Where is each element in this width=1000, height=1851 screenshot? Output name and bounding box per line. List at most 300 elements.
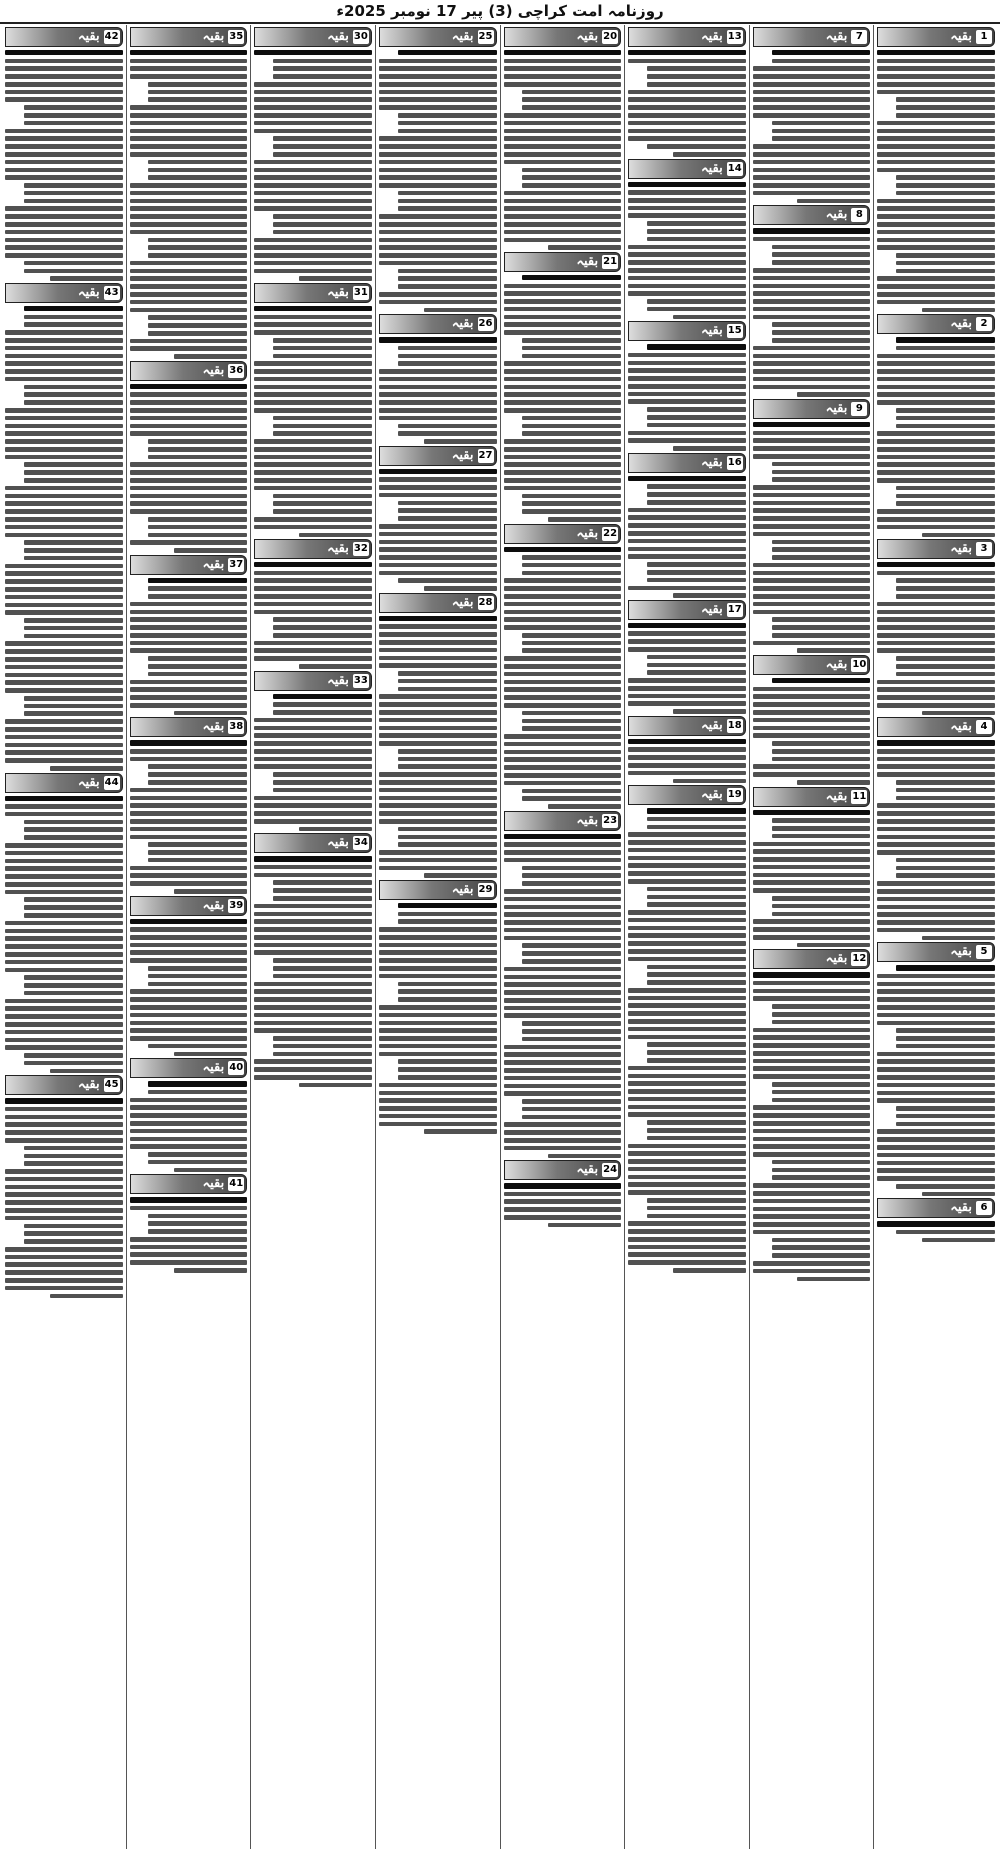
text-line [772, 477, 871, 482]
text-line [379, 966, 497, 971]
story-text [877, 965, 995, 1196]
text-line [130, 1197, 248, 1202]
text-line [5, 688, 123, 693]
text-line [379, 624, 497, 629]
text-line [254, 919, 372, 924]
story-brand: بقیہ [202, 29, 225, 44]
text-line [5, 424, 123, 429]
text-line [753, 1113, 871, 1118]
text-line [753, 524, 871, 529]
text-line [896, 113, 995, 118]
text-line [753, 377, 871, 382]
text-line [5, 338, 123, 343]
text-line [628, 276, 746, 281]
text-line [504, 742, 622, 747]
text-line [628, 190, 746, 195]
text-line [273, 966, 372, 971]
text-line [628, 376, 746, 381]
text-line [772, 338, 871, 343]
story-number: 35 [229, 31, 244, 42]
text-line [753, 842, 871, 847]
text-line [5, 168, 123, 173]
text-line [647, 578, 746, 583]
text-line [877, 214, 995, 219]
text-line [5, 136, 123, 141]
text-line [628, 941, 746, 946]
text-line [273, 338, 372, 343]
text-line [24, 634, 123, 639]
text-line [877, 509, 995, 514]
text-line [504, 152, 622, 157]
story-brand: بقیہ [950, 944, 972, 960]
text-line [522, 789, 621, 794]
text-line [753, 865, 871, 870]
story-brand: بقیہ [950, 29, 972, 44]
text-line [522, 424, 621, 429]
text-line [504, 315, 622, 320]
text-line [24, 1161, 123, 1166]
story-text [379, 469, 497, 591]
text-line [753, 710, 871, 715]
text-line [379, 632, 497, 637]
text-line [647, 895, 746, 900]
text-line [254, 1059, 372, 1064]
text-line [753, 1269, 871, 1274]
story-heading [753, 27, 871, 47]
text-line [877, 819, 995, 824]
text-line [254, 718, 372, 723]
text-line [628, 260, 746, 265]
story-heading [254, 671, 372, 691]
text-line [753, 291, 871, 296]
text-line [896, 346, 995, 351]
text-line [5, 610, 123, 615]
text-line [379, 935, 497, 940]
story-text [130, 384, 248, 553]
text-line [148, 1044, 247, 1049]
text-line [254, 562, 372, 567]
text-line [379, 819, 497, 824]
text-line [130, 1144, 248, 1149]
text-line [130, 881, 248, 886]
text-line [50, 766, 123, 771]
text-line [254, 517, 372, 522]
text-line [398, 835, 497, 840]
text-line [504, 307, 622, 312]
text-line [398, 1075, 497, 1080]
text-line [379, 230, 497, 235]
text-line [24, 548, 123, 553]
story-number: 9 [851, 402, 867, 416]
text-line [772, 252, 871, 257]
story-brand: بقیہ [701, 160, 723, 176]
text-line [398, 501, 497, 506]
continuation-story [628, 716, 746, 783]
text-line [424, 1129, 497, 1134]
text-line [877, 842, 995, 847]
text-line [896, 1106, 995, 1111]
text-line [896, 965, 995, 970]
text-line [753, 972, 871, 977]
text-line [522, 1021, 621, 1026]
text-line [379, 245, 497, 250]
text-line [398, 997, 497, 1002]
text-line [877, 392, 995, 397]
text-line [5, 673, 123, 678]
text-line [5, 921, 123, 926]
text-line [753, 981, 871, 986]
text-line [753, 1261, 871, 1266]
text-line [379, 796, 497, 801]
text-line [379, 261, 497, 266]
text-line [504, 160, 622, 165]
text-line [5, 238, 123, 243]
text-line [254, 757, 372, 762]
text-line [628, 515, 746, 520]
text-line [148, 97, 247, 102]
story-number: 5 [976, 945, 992, 959]
text-line [877, 889, 995, 894]
text-line [379, 1005, 497, 1010]
continuation-story [379, 446, 497, 591]
text-line [379, 392, 497, 397]
text-line [877, 827, 995, 832]
story-text [5, 306, 123, 770]
text-line [628, 1074, 746, 1079]
text-line [379, 532, 497, 537]
text-line [628, 539, 746, 544]
text-line [647, 887, 746, 892]
text-line [647, 655, 746, 660]
text-line [772, 1253, 871, 1258]
story-text [628, 476, 746, 598]
text-line [522, 105, 621, 110]
text-line [398, 671, 497, 676]
text-line [522, 571, 621, 576]
text-line [772, 330, 871, 335]
text-line [877, 757, 995, 762]
text-line [628, 476, 746, 481]
text-line [504, 664, 622, 669]
story-brand: بقیہ [451, 316, 474, 332]
text-line [379, 97, 497, 102]
text-line [753, 935, 871, 940]
story-text [379, 616, 497, 878]
text-line [877, 1091, 995, 1096]
text-line [5, 587, 123, 592]
text-line [647, 221, 746, 226]
text-line [379, 183, 497, 188]
text-line [148, 160, 247, 165]
text-line [24, 696, 123, 701]
text-line [424, 873, 497, 878]
text-line [254, 904, 372, 909]
text-line [5, 882, 123, 887]
text-line [379, 741, 497, 746]
text-line [628, 1221, 746, 1226]
story-heading [504, 811, 622, 831]
story-text [379, 903, 497, 1134]
text-line [148, 1081, 247, 1086]
story-heading [628, 785, 746, 805]
text-line [398, 199, 497, 204]
text-line [877, 152, 995, 157]
text-line [504, 486, 622, 491]
text-line [379, 1028, 497, 1033]
story-heading [877, 539, 995, 559]
text-line [896, 1044, 995, 1049]
story-brand: بقیہ [825, 657, 848, 673]
text-line [647, 570, 746, 575]
text-line [896, 858, 995, 863]
text-line [877, 525, 995, 530]
text-line [548, 245, 621, 250]
story-heading [628, 321, 746, 341]
story-brand: بقیہ [77, 774, 100, 790]
text-line [628, 910, 746, 915]
text-line [5, 431, 123, 436]
text-line [522, 648, 621, 653]
text-line [504, 1006, 622, 1011]
text-line [877, 625, 995, 630]
text-line [5, 486, 123, 491]
text-line [877, 1005, 995, 1010]
text-line [174, 1168, 247, 1173]
text-line [877, 850, 995, 855]
text-line [24, 400, 123, 405]
text-line [628, 678, 746, 683]
text-line [628, 856, 746, 861]
continuation-story [628, 27, 746, 157]
story-brand: بقیہ [327, 672, 349, 688]
text-line [522, 90, 621, 95]
text-line [398, 516, 497, 521]
text-line [753, 385, 871, 390]
text-line [628, 252, 746, 257]
text-line [772, 1020, 871, 1025]
text-line [379, 656, 497, 661]
story-heading [254, 283, 372, 303]
text-line [273, 230, 372, 235]
text-line [877, 1161, 995, 1166]
text-line [5, 796, 123, 801]
text-line [753, 989, 871, 994]
text-line [877, 897, 995, 902]
text-line [522, 431, 621, 436]
story-number: 8 [851, 208, 867, 222]
text-line [5, 641, 123, 646]
text-line [398, 121, 497, 126]
text-line [797, 199, 870, 204]
story-brand: بقیہ [202, 1176, 225, 1192]
text-line [379, 493, 497, 498]
text-line [254, 1005, 372, 1010]
text-line [753, 152, 871, 157]
story-brand: بقیہ [77, 285, 100, 301]
story-text [504, 547, 622, 809]
text-line [504, 1192, 622, 1197]
text-line [504, 975, 622, 980]
text-line [398, 113, 497, 118]
text-line [504, 222, 622, 227]
continuation-story [5, 283, 123, 770]
text-line [130, 424, 248, 429]
text-line [5, 129, 123, 134]
text-line [130, 625, 248, 630]
text-line [753, 563, 871, 568]
text-line [5, 230, 123, 235]
text-line [504, 50, 622, 55]
text-line [628, 763, 746, 768]
text-line [130, 602, 248, 607]
text-line [130, 989, 248, 994]
text-line [5, 571, 123, 576]
text-line [753, 1105, 871, 1110]
text-line [504, 967, 622, 972]
text-line [379, 168, 497, 173]
text-line [877, 680, 995, 685]
text-line [379, 974, 497, 979]
text-line [896, 424, 995, 429]
text-line [174, 354, 247, 359]
text-line [877, 928, 995, 933]
story-brand: بقیہ [576, 525, 599, 541]
text-line [922, 711, 995, 716]
text-line [254, 873, 372, 878]
text-line [254, 439, 372, 444]
text-line [753, 927, 871, 932]
story-heading [130, 27, 248, 47]
text-line [877, 1098, 995, 1103]
text-line [148, 858, 247, 863]
text-line [673, 593, 746, 598]
story-brand: بقیہ [950, 316, 972, 332]
text-line [628, 701, 746, 706]
text-line [522, 881, 621, 886]
text-line [254, 796, 372, 801]
text-line [628, 90, 746, 95]
text-line [5, 665, 123, 670]
text-line [24, 113, 123, 118]
text-line [5, 1098, 123, 1103]
text-line [504, 781, 622, 786]
text-line [877, 602, 995, 607]
text-line [50, 1294, 123, 1299]
text-line [379, 160, 497, 165]
text-line [753, 1152, 871, 1157]
text-line [5, 1122, 123, 1127]
text-line [254, 206, 372, 211]
text-line [5, 408, 123, 413]
text-line [896, 866, 995, 871]
text-line [504, 1215, 622, 1220]
text-line [753, 183, 871, 188]
text-line [753, 1144, 871, 1149]
text-line [379, 82, 497, 87]
story-text [379, 50, 497, 312]
text-line [504, 284, 622, 289]
text-line [647, 484, 746, 489]
text-line [504, 656, 622, 661]
text-line [753, 810, 871, 815]
text-line [522, 183, 621, 188]
text-line [5, 1014, 123, 1019]
text-line [628, 1019, 746, 1024]
text-line [896, 1184, 995, 1189]
text-line [628, 686, 746, 691]
text-line [254, 322, 372, 327]
text-line [5, 1278, 123, 1283]
text-line [877, 136, 995, 141]
text-line [753, 610, 871, 615]
text-line [254, 912, 372, 917]
text-line [647, 1206, 746, 1211]
text-line [753, 594, 871, 599]
story-number: 30 [353, 31, 368, 42]
story-brand: بقیہ [202, 897, 225, 913]
continuation-story [877, 717, 995, 940]
text-line [273, 958, 372, 963]
story-number: 24 [603, 1164, 618, 1176]
text-line [254, 175, 372, 180]
text-line [877, 1168, 995, 1173]
text-line [5, 960, 123, 965]
text-line [504, 400, 622, 405]
text-line [922, 1192, 995, 1197]
story-number: 21 [603, 255, 618, 267]
text-line [896, 494, 995, 499]
text-line [24, 306, 123, 311]
text-line [522, 641, 621, 646]
text-line [130, 416, 248, 421]
text-line [174, 548, 247, 553]
text-line [753, 733, 871, 738]
story-heading [628, 716, 746, 736]
text-line [772, 1082, 871, 1087]
text-line [398, 354, 497, 359]
text-line [504, 547, 622, 552]
text-line [148, 455, 247, 460]
text-line [379, 850, 497, 855]
text-line [130, 680, 248, 685]
text-line [647, 415, 746, 420]
text-line [130, 1260, 248, 1265]
text-line [772, 1238, 871, 1243]
text-line [628, 431, 746, 436]
text-line [5, 735, 123, 740]
text-line [5, 929, 123, 934]
story-number: 32 [353, 543, 368, 555]
text-line [753, 602, 871, 607]
text-line [24, 199, 123, 204]
text-line [522, 711, 621, 716]
text-line [130, 144, 248, 149]
text-line [647, 299, 746, 304]
text-line [772, 136, 871, 141]
continuation-story [254, 671, 372, 832]
text-line [504, 1060, 622, 1065]
text-line [299, 1083, 372, 1088]
story-number: 6 [976, 1201, 992, 1215]
text-line [254, 935, 372, 940]
text-line [379, 1052, 497, 1057]
text-line [398, 679, 497, 684]
story-number: 25 [478, 31, 493, 42]
text-line [254, 392, 372, 397]
story-text [628, 739, 746, 783]
text-line [174, 1052, 247, 1057]
text-line [130, 501, 248, 506]
